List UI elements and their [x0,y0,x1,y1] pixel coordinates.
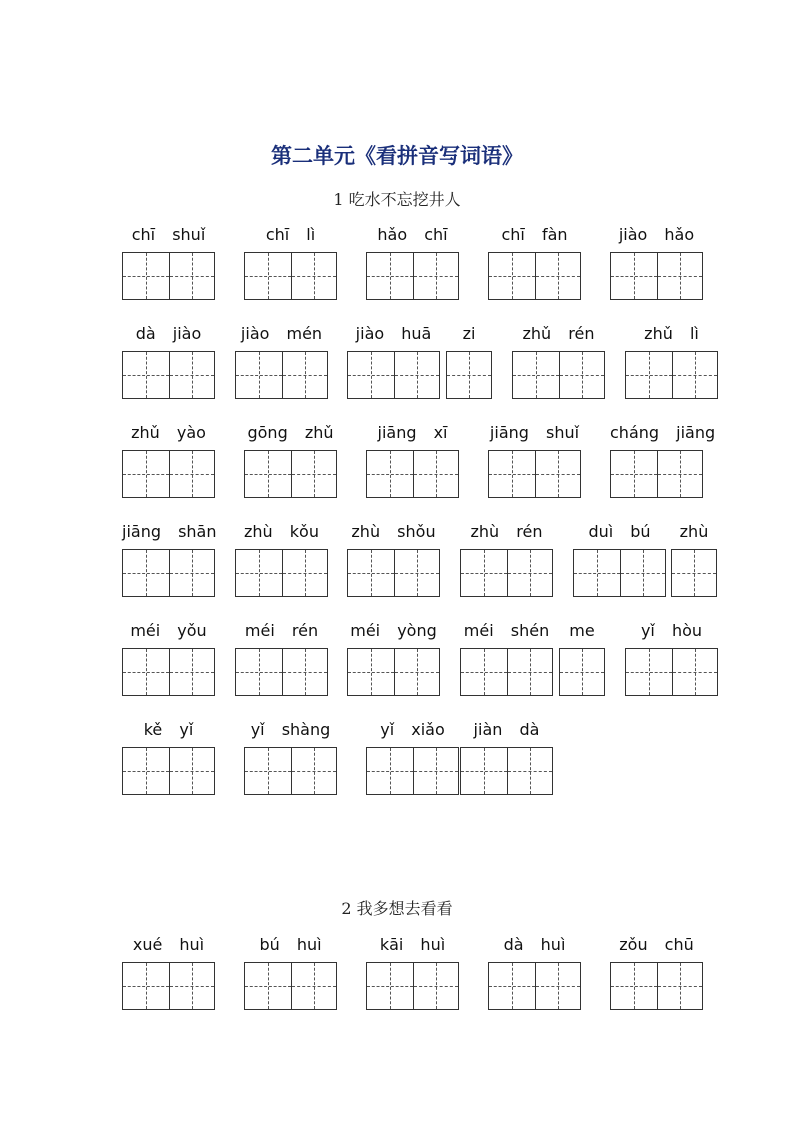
pinyin-label: zhù [679,522,709,541]
pinyin-label: xué huì [132,935,205,954]
writing-grid[interactable] [122,450,215,498]
writing-grid[interactable] [559,648,605,696]
writing-grid[interactable] [122,351,215,399]
writing-grid[interactable] [460,549,553,597]
pinyin-label: yǐ xiǎo [380,720,445,739]
writing-grid[interactable] [460,747,553,795]
writing-grid[interactable] [122,549,215,597]
pinyin-label: chī shuǐ [131,225,206,244]
pinyin-label: duì bú [588,522,651,541]
pinyin-label: méi shén [463,621,550,640]
pinyin-label: zhù shǒu [351,522,436,541]
writing-grid[interactable] [460,648,553,696]
writing-grid[interactable] [244,747,337,795]
writing-grid[interactable] [488,252,581,300]
writing-grid[interactable] [366,252,459,300]
pinyin-label: méi rén [244,621,319,640]
writing-grid[interactable] [512,351,605,399]
pinyin-label: jiào huā [355,324,432,343]
section-title-1: 1 吃水不忘挖井人 [333,190,461,209]
pinyin-label: jiào mén [240,324,323,343]
writing-grid[interactable] [671,549,717,597]
writing-grid[interactable] [366,962,459,1010]
pinyin-label: zi [462,324,476,343]
pinyin-label: jiāng shān [122,522,217,541]
writing-grid[interactable] [235,351,328,399]
writing-grid[interactable] [122,747,215,795]
section-title-2: 2 我多想去看看 [341,899,453,918]
writing-grid[interactable] [488,962,581,1010]
writing-grid[interactable] [122,252,215,300]
pinyin-label: zhǔ yào [131,423,206,442]
writing-grid[interactable] [122,962,215,1010]
writing-grid[interactable] [610,450,703,498]
pinyin-label: zhù rén [470,522,543,541]
writing-grid[interactable] [446,351,492,399]
pinyin-label: jiāng xī [377,423,448,442]
writing-grid[interactable] [625,351,718,399]
pinyin-label: chī fàn [501,225,568,244]
pinyin-label: hǎo chī [377,225,448,244]
pinyin-label: jiāng shuǐ [489,423,580,442]
pinyin-label: zǒu chū [619,935,694,954]
writing-grid[interactable] [122,648,215,696]
pinyin-label: dà jiào [135,324,202,343]
pinyin-label: zhǔ lì [644,324,699,343]
writing-grid[interactable] [235,648,328,696]
pinyin-label: yǐ shàng [250,720,331,739]
writing-grid[interactable] [244,252,337,300]
pinyin-label: zhǔ rén [522,324,595,343]
pinyin-label: méi yǒu [130,621,207,640]
writing-grid[interactable] [610,252,703,300]
writing-grid[interactable] [610,962,703,1010]
writing-grid[interactable] [347,351,440,399]
pinyin-label: me [569,621,595,640]
pinyin-label: yǐ hòu [640,621,703,640]
pinyin-label: chī lì [265,225,316,244]
pinyin-label: gōng zhǔ [247,423,334,442]
writing-grid[interactable] [366,450,459,498]
pinyin-label: kāi huì [379,935,446,954]
page-title: 第二单元《看拼音写词语》 [271,143,523,168]
writing-grid[interactable] [235,549,328,597]
pinyin-label: cháng jiāng [610,423,716,442]
writing-grid[interactable] [488,450,581,498]
writing-grid[interactable] [244,450,337,498]
pinyin-label: jiào hǎo [618,225,695,244]
pinyin-label: bú huì [259,935,322,954]
writing-grid[interactable] [244,962,337,1010]
pinyin-label: jiàn dà [473,720,540,739]
writing-grid[interactable] [347,549,440,597]
pinyin-label: zhù kǒu [244,522,319,541]
writing-grid[interactable] [573,549,666,597]
writing-grid[interactable] [347,648,440,696]
pinyin-label: dà huì [503,935,566,954]
writing-grid[interactable] [625,648,718,696]
writing-grid[interactable] [366,747,459,795]
pinyin-label: kě yǐ [143,720,194,739]
pinyin-label: méi yòng [350,621,437,640]
